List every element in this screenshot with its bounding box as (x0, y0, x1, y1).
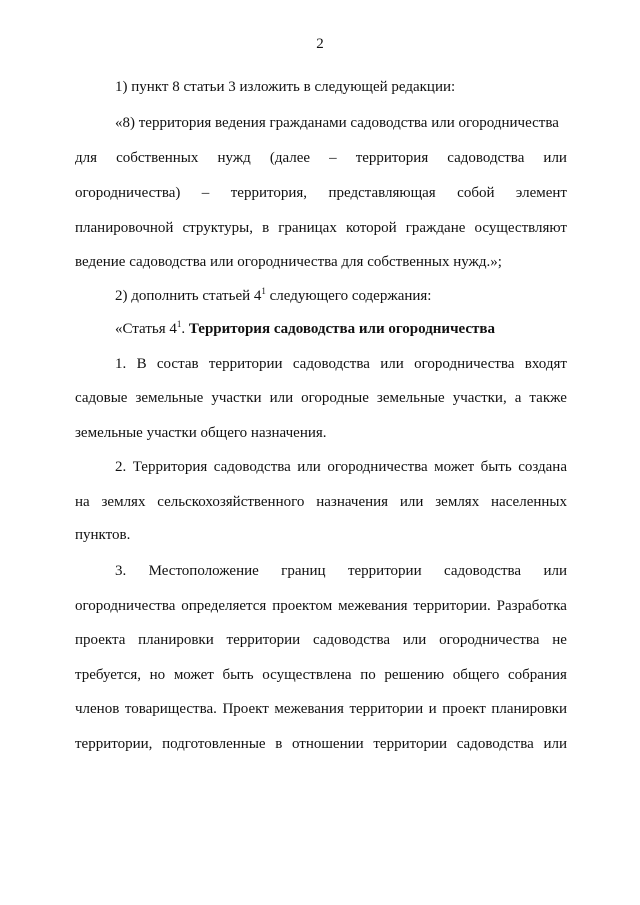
word: территории (373, 736, 448, 752)
word: 2. (115, 459, 127, 475)
word: планировочной (75, 220, 174, 236)
word: может (434, 459, 475, 475)
word: садовые (75, 390, 128, 406)
paragraph-line-10 (75, 389, 567, 407)
paragraph-line-20 (75, 735, 567, 753)
word: или (297, 459, 321, 475)
word: землях (101, 494, 146, 510)
word: садоводства (312, 632, 391, 648)
word: граждане (405, 220, 466, 236)
word: границах (278, 220, 337, 236)
word: участки (211, 390, 262, 406)
word: осуществлена (262, 667, 352, 683)
word: огородничества (414, 356, 515, 372)
line-7-text-a: 2) дополнить статьей 4 (115, 288, 262, 304)
word: планировки (138, 632, 214, 648)
word: огородничества (75, 598, 176, 614)
word: садоводства (213, 459, 291, 475)
word: которой (345, 220, 397, 236)
word: участки, (452, 390, 507, 406)
paragraph-line-12 (115, 458, 567, 476)
paragraph-line-7 (115, 287, 431, 305)
paragraph-line-14: пунктов. (75, 527, 131, 543)
paragraph-line-16 (75, 597, 567, 615)
word: или (380, 356, 404, 372)
word: 3. (115, 563, 127, 579)
paragraph-line-13 (75, 493, 567, 511)
word: состав (156, 356, 199, 372)
word: Проект (222, 701, 269, 717)
word: межевания (338, 598, 408, 614)
word: структуры, (182, 220, 253, 236)
paragraph-line-2: «8) территория ведения гражданами садоводства или огородничества (115, 115, 559, 131)
paragraph-line-3 (75, 149, 567, 167)
word: территория, (230, 185, 308, 201)
word: проект (442, 701, 486, 717)
word: населенных (491, 494, 567, 510)
word: и (428, 701, 437, 717)
word: собрания (508, 667, 567, 683)
word: планировки (491, 701, 567, 717)
word: или (543, 563, 567, 579)
word: создана (518, 459, 567, 475)
word: нужд (217, 150, 251, 166)
word: подготовленные (162, 736, 266, 752)
word: быть (480, 459, 512, 475)
word: определяется (181, 598, 267, 614)
paragraph-line-9 (115, 355, 567, 373)
superscript-1: 1 (261, 286, 266, 296)
word: по (360, 667, 376, 683)
word: в (275, 736, 283, 752)
word: огородничества (327, 459, 428, 475)
word: территория (355, 150, 429, 166)
word: территории (349, 701, 424, 717)
word: земельные (376, 390, 445, 406)
word: огородные (301, 390, 369, 406)
word: Территория (132, 459, 208, 475)
word: – (329, 150, 337, 166)
word: входят (524, 356, 567, 372)
word: также (529, 390, 567, 406)
word: в (262, 220, 270, 236)
word: территории. (413, 598, 491, 614)
word: территории, (75, 736, 153, 752)
word: садоводства (456, 736, 534, 752)
word: собой (457, 185, 495, 201)
word: не (552, 632, 567, 648)
paragraph-line-5 (75, 219, 567, 237)
word: садоводства (292, 356, 370, 372)
word: территории (226, 632, 301, 648)
word: может (173, 667, 214, 683)
word: элемент (515, 185, 567, 201)
word: но (149, 667, 166, 683)
paragraph-line-1: 1) пункт 8 статьи 3 изложить в следующей редакции: (115, 79, 456, 95)
word: отношении (292, 736, 364, 752)
word: на (75, 494, 90, 510)
article-heading (115, 320, 495, 338)
word: быть (222, 667, 254, 683)
word: – (201, 185, 210, 201)
word: или (269, 390, 294, 406)
word: Местоположение (148, 563, 259, 579)
word: представляющая (328, 185, 436, 201)
word: проекта (75, 632, 126, 648)
article-label: «Статья 4 (115, 321, 177, 337)
paragraph-line-19 (75, 700, 567, 718)
word: общего (452, 667, 500, 683)
word: земельные (135, 390, 204, 406)
word: 1. (115, 356, 127, 372)
paragraph-line-4 (75, 184, 567, 202)
word: для (75, 150, 98, 166)
word: огородничества (439, 632, 540, 648)
word: границ (281, 563, 326, 579)
page-number: 2 (316, 36, 324, 52)
word: или (399, 494, 424, 510)
word: огородничества) (75, 185, 181, 201)
paragraph-line-15 (115, 562, 567, 580)
word: садоводства (447, 150, 525, 166)
word: садоводства (443, 563, 522, 579)
article-dot: . (181, 321, 189, 337)
word: или (402, 632, 427, 648)
line-7-text-b: следующего содержания: (265, 288, 432, 304)
paragraph-line-6: ведение садоводства или огородничества для собственных нужд.»; (75, 254, 502, 270)
word: членов (75, 701, 120, 717)
paragraph-line-18 (75, 666, 567, 684)
article-superscript: 1 (176, 319, 182, 329)
word: проектом (272, 598, 333, 614)
word: или (543, 150, 567, 166)
paragraph-line-17 (75, 631, 567, 649)
word: собственных (116, 150, 199, 166)
article-title: Территория садоводства или огородничества (188, 321, 495, 337)
word: (далее (269, 150, 311, 166)
word: товарищества. (124, 701, 217, 717)
word: сельскохозяйственного (157, 494, 305, 510)
word: Разработка (496, 598, 567, 614)
paragraph-line-11: земельные участки общего назначения. (75, 425, 327, 441)
word: требуется, (75, 667, 141, 683)
word: а (514, 390, 522, 406)
word: территории (347, 563, 422, 579)
word: межевания (274, 701, 344, 717)
word: землях (435, 494, 480, 510)
word: решению (384, 667, 445, 683)
word: территории (208, 356, 283, 372)
word: осуществляют (474, 220, 567, 236)
word: назначения (316, 494, 389, 510)
word: или (543, 736, 567, 752)
word: В (136, 356, 147, 372)
